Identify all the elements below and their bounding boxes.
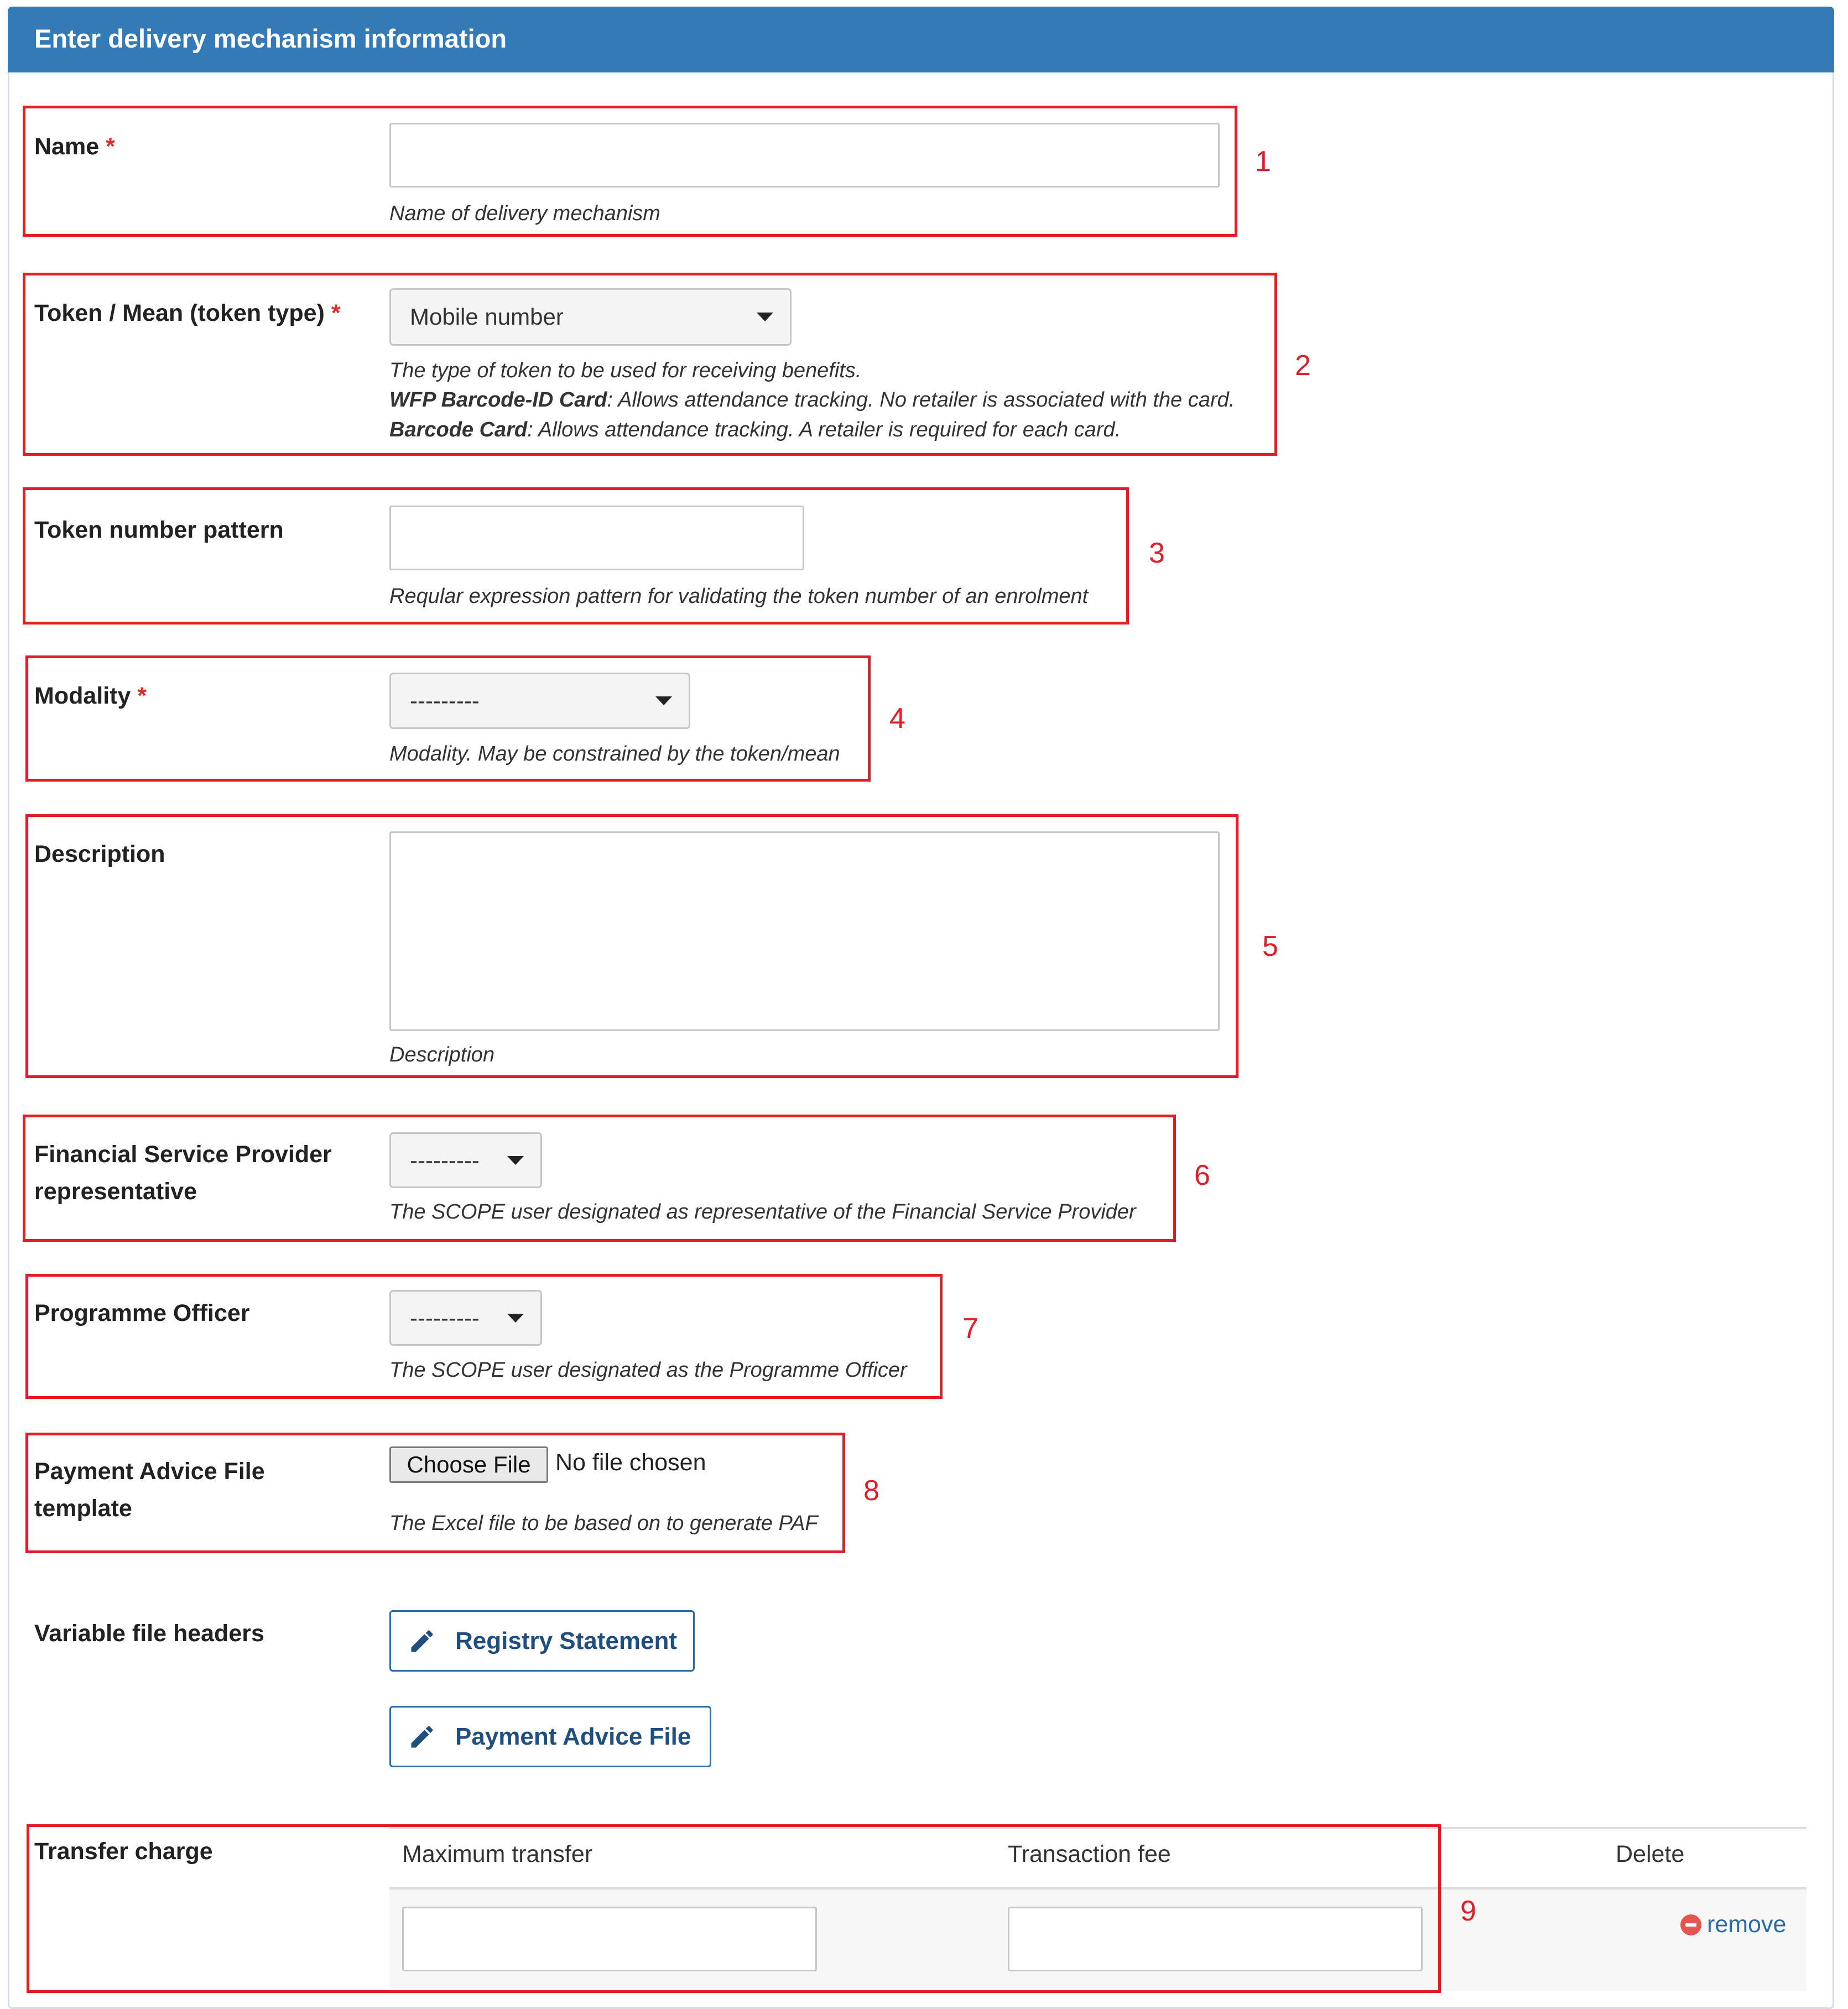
programme-officer-help: The SCOPE user designated as the Programme Officer (389, 1359, 907, 1382)
token-type-selected: Mobile number (410, 304, 564, 330)
annotation-number-9: 9 (1460, 1895, 1476, 1927)
name-help: Name of delivery mechanism (389, 202, 660, 225)
required-marker: * (137, 683, 147, 709)
paf-template-help: The Excel file to be based on to generate PAF (389, 1512, 818, 1535)
annotation-number-6: 6 (1194, 1159, 1210, 1191)
pencil-icon (408, 1722, 436, 1751)
column-header-delete: Delete (1616, 1841, 1685, 1867)
fsp-rep-select[interactable] (389, 1132, 542, 1188)
fsp-rep-help: The SCOPE user designated as representative of the Financial Service Provider (389, 1200, 1136, 1224)
modality-help: Modality. May be constrained by the token/mean (389, 742, 840, 766)
registry-statement-label: Registry Statement (455, 1627, 678, 1654)
paf-template-label: Payment Advice File template (34, 1458, 265, 1522)
column-header-transaction-fee: Transaction fee (1008, 1841, 1171, 1867)
chevron-down-icon (655, 696, 672, 705)
description-textarea[interactable] (389, 831, 1220, 1031)
annotation-number-5: 5 (1262, 930, 1278, 962)
payment-advice-file-button[interactable] (389, 1706, 711, 1767)
description-help: Description (389, 1043, 495, 1066)
chevron-down-icon (507, 1156, 524, 1165)
annotation-number-3: 3 (1149, 537, 1165, 569)
required-marker: * (106, 133, 115, 160)
panel-title: Enter delivery mechanism information (34, 24, 507, 53)
max-transfer-input[interactable] (402, 1907, 817, 1971)
description-label: Description (34, 841, 165, 867)
programme-officer-selected: --------- (410, 1304, 480, 1331)
choose-file-button[interactable]: Choose File (389, 1446, 548, 1483)
annotation-number-1: 1 (1255, 145, 1271, 178)
minus-circle-icon (1680, 1914, 1701, 1935)
table-header-border (389, 1887, 1807, 1890)
pencil-icon (408, 1627, 436, 1656)
modality-selected: --------- (410, 688, 480, 714)
token-type-help-3: Barcode Card: Allows attendance tracking. A retailer is required for each card. (389, 418, 1121, 441)
fsp-rep-selected: --------- (410, 1147, 480, 1173)
chevron-down-icon (757, 313, 773, 321)
programme-officer-select[interactable] (389, 1290, 542, 1346)
column-header-max-transfer: Maximum transfer (402, 1841, 593, 1867)
name-label: Name * (34, 133, 115, 160)
registry-statement-button[interactable] (389, 1610, 695, 1672)
token-type-select[interactable] (389, 288, 792, 346)
annotation-number-7: 7 (962, 1313, 978, 1345)
variable-headers-label: Variable file headers (34, 1620, 264, 1647)
programme-officer-label: Programme Officer (34, 1300, 250, 1326)
token-pattern-input[interactable] (389, 506, 804, 570)
modality-label: Modality * (34, 683, 147, 709)
annotation-number-2: 2 (1295, 350, 1311, 382)
token-type-label: Token / Mean (token type) * (34, 300, 341, 326)
token-type-help-1: The type of token to be used for receiving benefits. (389, 359, 862, 382)
token-type-help-2: WFP Barcode-ID Card: Allows attendance tracking. No retailer is associated with the card. (389, 388, 1235, 412)
annotation-number-8: 8 (863, 1475, 879, 1507)
payment-advice-file-label: Payment Advice File (455, 1722, 691, 1750)
transfer-charge-label: Transfer charge (34, 1838, 213, 1865)
required-marker: * (331, 300, 341, 326)
token-pattern-label: Token number pattern (34, 517, 284, 543)
transaction-fee-input[interactable] (1008, 1907, 1423, 1971)
chevron-down-icon (507, 1314, 524, 1323)
table-top-border (389, 1827, 1807, 1829)
remove-link[interactable] (1680, 1911, 1786, 1938)
name-input[interactable] (389, 123, 1220, 188)
fsp-rep-label: Financial Service Provider representative (34, 1141, 332, 1205)
remove-label: remove (1707, 1911, 1787, 1938)
file-status: No file chosen (555, 1449, 706, 1476)
modality-select[interactable] (389, 673, 690, 729)
token-pattern-help: Reqular expression pattern for validating the token number of an enrolment (389, 585, 1089, 608)
annotation-number-4: 4 (889, 702, 905, 735)
